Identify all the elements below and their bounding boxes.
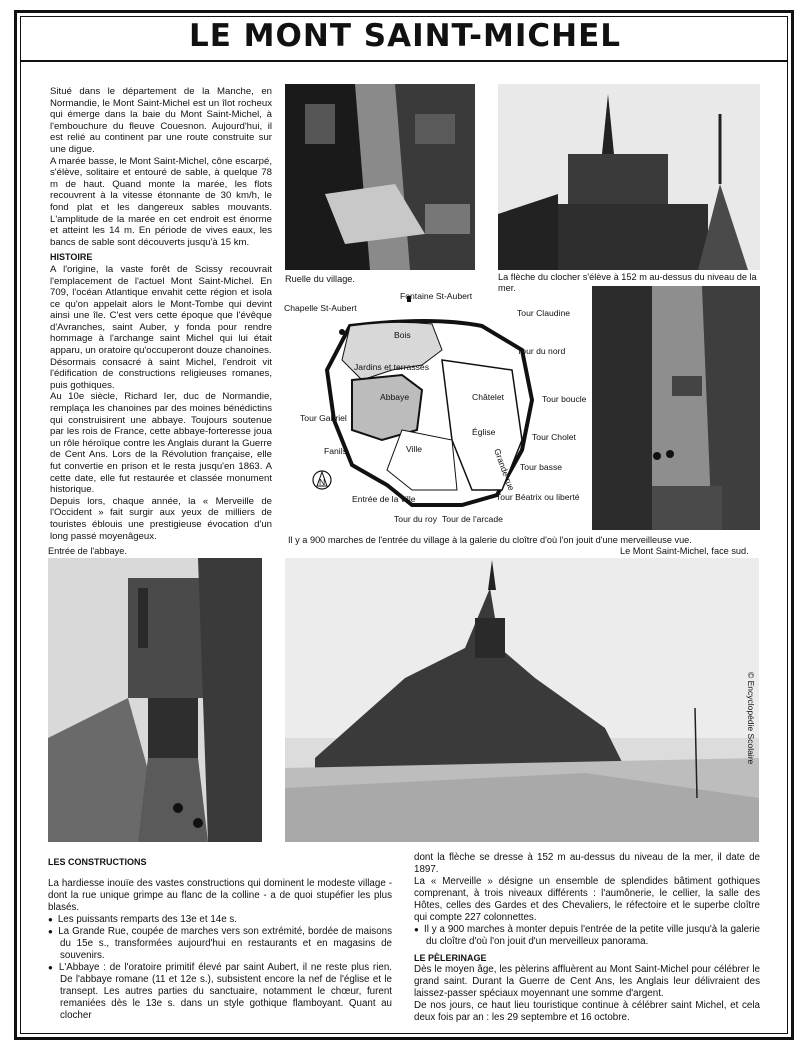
map-label: Tour Béatrix ou liberté bbox=[496, 492, 580, 502]
map-label: Bois bbox=[394, 330, 411, 340]
map-label: Chapelle St-Aubert bbox=[284, 303, 357, 313]
fleche-photo bbox=[498, 84, 760, 270]
constructions-bullet: ● L'Abbaye : de l'oratoire primitif élevé par saint Aubert, il ne reste plus rien. De l'abbaye romane (11 et 12e s.), subsistent encore la nef de l'église et le transept. Les autres parties du sanctuaire, notamment le chœur, furent remaniées dès le 13e s. dans un style gothique flamboyant. Quant au clocher bbox=[48, 962, 392, 1022]
map-label: Jardins et terrasses bbox=[354, 362, 429, 372]
pelerinage-heading: LE PÈLERINAGE bbox=[414, 953, 487, 963]
map-label: Ville bbox=[406, 444, 423, 454]
title-divider bbox=[20, 60, 788, 62]
constructions-column bbox=[48, 852, 392, 1022]
site-map bbox=[282, 290, 590, 530]
ruelle-caption: Ruelle du village. bbox=[285, 274, 355, 284]
constructions-continuation: dont la flèche se dresse à 152 m au-dessus du niveau de la mer, il date de 1897. bbox=[414, 852, 760, 875]
map-label: Tour boucle bbox=[542, 394, 587, 404]
entree-abbaye-photo bbox=[48, 558, 262, 842]
histoire-paragraph: Désormais consacré à saint Michel, l'endroit vit l'édification de constructions religieuses romanes, puis gothiques. bbox=[50, 356, 272, 391]
entree-abbaye-caption: Entrée de l'abbaye. bbox=[48, 546, 127, 556]
ruelle-photo bbox=[285, 84, 475, 270]
map-label: Tour Claudine bbox=[517, 308, 571, 318]
constructions-heading: LES CONSTRUCTIONS bbox=[48, 857, 147, 867]
map-label: Fontaine St-Aubert bbox=[400, 291, 473, 301]
marches-caption: Il y a 900 marches de l'entrée du village à la galerie du cloître d'où l'on jouit d'une merveilleuse vue. bbox=[288, 535, 692, 545]
map-label: Tour du roy bbox=[394, 514, 437, 524]
map-compass: N bbox=[319, 477, 326, 487]
face-sud-photo bbox=[592, 286, 760, 530]
map-label: Tour basse bbox=[520, 462, 563, 472]
map-label: Tour Cholet bbox=[532, 432, 576, 442]
face-sud-caption: Le Mont Saint-Michel, face sud. bbox=[620, 546, 749, 556]
histoire-paragraph: A l'origine, la vaste forêt de Scissy recouvrait l'emplacement de l'actuel Mont Saint-Michel. En 709, l'océan Atlantique envahit cette région et isola ce qu'on appelait alors le Mont-Tombe qui devint ainsi une île. C'est vers cette époque que l'évêque d'Avranches, saint Auber, y fonda pour rendre hommage à l'archange saint Michel qui lui était apparu, un oratoire qu'occuperont douze chanoines. bbox=[50, 263, 272, 357]
intro-paragraph: A marée basse, le Mont Saint-Michel, cône escarpé, s'élève, solitaire et entouré de sable, à quelque 78 m de haut. Quand monte la marée, les flots recouvrent à la vitesse étonnante de 30 km/h, le fond plat et les dangereux sables mouvants. L'amplitude de la marée en cet endroit est énorme et atteint les 14 m. En période de vives eaux, les bancs de sable sont découverts jusqu'à 15 km. bbox=[50, 155, 272, 248]
map-label: Tour de l'arcade bbox=[442, 514, 503, 524]
photo-credit: © Encyclopédie Scolaire bbox=[746, 672, 756, 765]
constructions-bullet: ● Les puissants remparts des 13e et 14e s. bbox=[48, 914, 392, 926]
histoire-heading: HISTOIRE bbox=[50, 252, 93, 263]
map-label: Fanils bbox=[324, 446, 347, 456]
map-label: Châtelet bbox=[472, 392, 505, 402]
intro-paragraph: Situé dans le département de la Manche, en Normandie, le Mont Saint-Michel est un îlot rocheux qui émerge dans la baie du Mont Saint-Michel, à l'embouchure du fleuve Couesnon. Aujourd'hui, il est relié au continent par une route construite sur une digue. bbox=[50, 86, 272, 155]
marches-bullet: ● Il y a 900 marches à monter depuis l'entrée de la petite ville jusqu'à la galerie du cloître d'où l'on jouit d'un merveilleux panorama. bbox=[414, 924, 760, 948]
map-label: Entrée de la ville bbox=[352, 494, 416, 504]
merveille-paragraph: La « Merveille » désigne un ensemble de splendides bâtiment gothiques comprenant, à trois niveaux différents : l'aumônerie, le cellier, la salle des Hôtes, celles des Gardes et des Chevaliers, le réfectoire et le superbe cloître qui compte 227 colonnettes. bbox=[414, 876, 760, 923]
merveille-column bbox=[414, 852, 760, 1024]
mont-panorama-photo bbox=[285, 558, 759, 842]
intro-column bbox=[50, 86, 272, 542]
fleche-caption: La flèche du clocher s'élève à 152 m au-dessus du niveau de la mer. bbox=[498, 272, 757, 293]
map-label: Abbaye bbox=[380, 392, 410, 402]
constructions-intro: La hardiesse inouïe des vastes constructions qui dominent le modeste village - dont la rue unique grimpe au flanc de la colline - a de quoi stupéfier les plus blasés. bbox=[48, 878, 392, 913]
pelerinage-paragraph: De nos jours, ce haut lieu touristique continue à célébrer saint Michel, et cela deux fois par an : les 29 septembre et 16 octobre. bbox=[414, 1000, 760, 1023]
map-label: Tour Gabriel bbox=[300, 413, 347, 423]
map-label: Tour du nord bbox=[517, 346, 566, 356]
page-title: LE MONT SAINT-MICHEL bbox=[188, 18, 622, 54]
histoire-paragraph: Au 10e siècle, Richard Ier, duc de Normandie, remplaça les chanoines par des moines bénédictins qui construisirent une abbaye. Toujours soutenue par les rois de France, cette abbaye-forteresse joua un rôle héroïque contre les Anglais durant la Guerre de Cent Ans. Lors de la Révolution française, elle fut convertie en prison et le resta jusqu'en 1863. A cette date, elle fut restaurée et classée monument historique. bbox=[50, 391, 272, 496]
histoire-paragraph: Depuis lors, chaque année, la « Merveille de l'Occident » fait surgir aux yeux de milliers de touristes éblouis une prestigieuse évocation d'un long passé moyenâgeux. bbox=[50, 495, 272, 542]
map-label: Église bbox=[472, 427, 496, 437]
pelerinage-paragraph: Dès le moyen âge, les pèlerins affluèrent au Mont Saint-Michel pour célébrer le grand saint. Durant la Guerre de Cent Ans, les Anglais leur délivraient des laissez-passer spéciaux moyennant une somme d'argent. bbox=[414, 964, 760, 999]
map-label: Grande-rue bbox=[492, 447, 517, 492]
constructions-bullet: ● La Grande Rue, coupée de marches vers son extrémité, bordée de maisons du 15e s., transformées aujourd'hui en restaurants et en magasins de souvenirs. bbox=[48, 926, 392, 962]
